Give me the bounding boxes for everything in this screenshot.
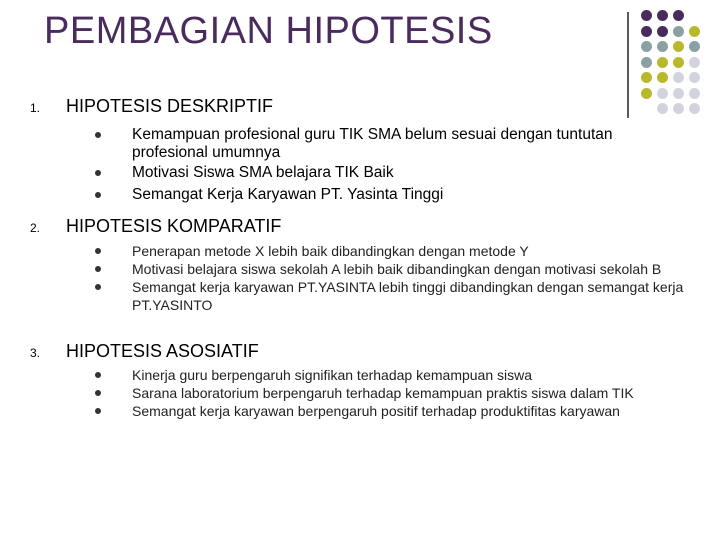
bullet-icon	[95, 266, 101, 272]
list-item-text: Motivasi belajara siswa sekolah A lebih baik dibandingkan dengan motivasi sekolah B	[132, 261, 662, 277]
decorative-dot	[673, 26, 684, 37]
decorative-dot	[673, 88, 684, 99]
bullet-icon	[95, 408, 101, 414]
bullet-icon	[95, 390, 101, 396]
decorative-dot	[657, 57, 668, 68]
list-item	[95, 384, 692, 402]
decorative-dot	[673, 41, 684, 52]
list-item-text: Motivasi Siswa SMA belajara TIK Baik	[132, 164, 394, 181]
section-heading-komparatif	[30, 216, 281, 237]
list-item-text: Kinerja guru berpengaruh signifikan terhadap kemampuan siswa	[132, 367, 533, 383]
list-item	[95, 186, 652, 204]
decorative-dot	[657, 103, 668, 114]
decorative-dot	[673, 103, 684, 114]
decorative-dot	[657, 88, 668, 99]
list-item-text: Semangat kerja karyawan PT.YASINTA lebih tinggi dibandingkan dengan semangat kerja PT.YASINTO	[132, 279, 684, 313]
bullet-icon	[95, 132, 101, 138]
section-list-asosiatif	[95, 366, 692, 420]
decorative-dot	[657, 26, 668, 37]
decorative-dot	[641, 72, 652, 83]
decorative-dot	[641, 26, 652, 37]
list-item-text: Penerapan metode X lebih baik dibandingkan dengan metode Y	[132, 243, 529, 259]
decorative-dot	[689, 41, 700, 52]
list-item-text: Semangat kerja karyawan berpengaruh positif terhadap produktifitas karyawan	[132, 403, 620, 419]
bullet-icon	[95, 170, 101, 176]
section-label: HIPOTESIS DESKRIPTIF	[66, 96, 274, 116]
bullet-icon	[95, 372, 101, 378]
dot-grid-decoration	[641, 10, 720, 120]
section-number: 1.	[30, 101, 41, 115]
list-item-text: Sarana laboratorium berpengaruh terhadap kemampuan praktis siswa dalam TIK	[132, 385, 634, 401]
list-item	[95, 366, 692, 384]
bullet-icon	[95, 248, 101, 254]
section-label: HIPOTESIS KOMPARATIF	[66, 216, 282, 236]
decorative-dot	[657, 41, 668, 52]
bullet-icon	[95, 192, 101, 198]
decorative-dot	[689, 103, 700, 114]
decorative-dot	[673, 72, 684, 83]
decorative-dot	[641, 10, 652, 21]
divider-line	[627, 12, 629, 118]
list-item	[95, 126, 652, 162]
list-item	[95, 260, 692, 278]
section-label: HIPOTESIS ASOSIATIF	[66, 341, 259, 361]
decorative-dot	[673, 10, 684, 21]
decorative-dot	[673, 57, 684, 68]
decorative-dot	[689, 26, 700, 37]
list-item-text: Semangat Kerja Karyawan PT. Yasinta Tinggi	[132, 186, 444, 203]
section-heading-asosiatif	[30, 341, 259, 362]
section-list-komparatif	[95, 242, 692, 314]
decorative-dot	[689, 88, 700, 99]
list-item	[95, 164, 652, 182]
decorative-dot	[689, 72, 700, 83]
slide-title: PEMBAGIAN HIPOTESIS	[44, 10, 493, 52]
decorative-dot	[657, 10, 668, 21]
decorative-dot	[641, 57, 652, 68]
decorative-dot	[657, 72, 668, 83]
list-item-text: Kemampuan profesional guru TIK SMA belum sesuai dengan tuntutan profesional umumnya	[132, 126, 613, 161]
decorative-dot	[641, 88, 652, 99]
list-item	[95, 402, 692, 420]
section-number: 3.	[30, 346, 41, 360]
decorative-dot	[689, 57, 700, 68]
list-item	[95, 242, 692, 260]
decorative-dot	[641, 41, 652, 52]
section-heading-deskriptif	[30, 96, 273, 117]
bullet-icon	[95, 284, 101, 290]
section-number: 2.	[30, 221, 41, 235]
section-list-deskriptif	[95, 126, 652, 204]
list-item	[95, 278, 692, 314]
